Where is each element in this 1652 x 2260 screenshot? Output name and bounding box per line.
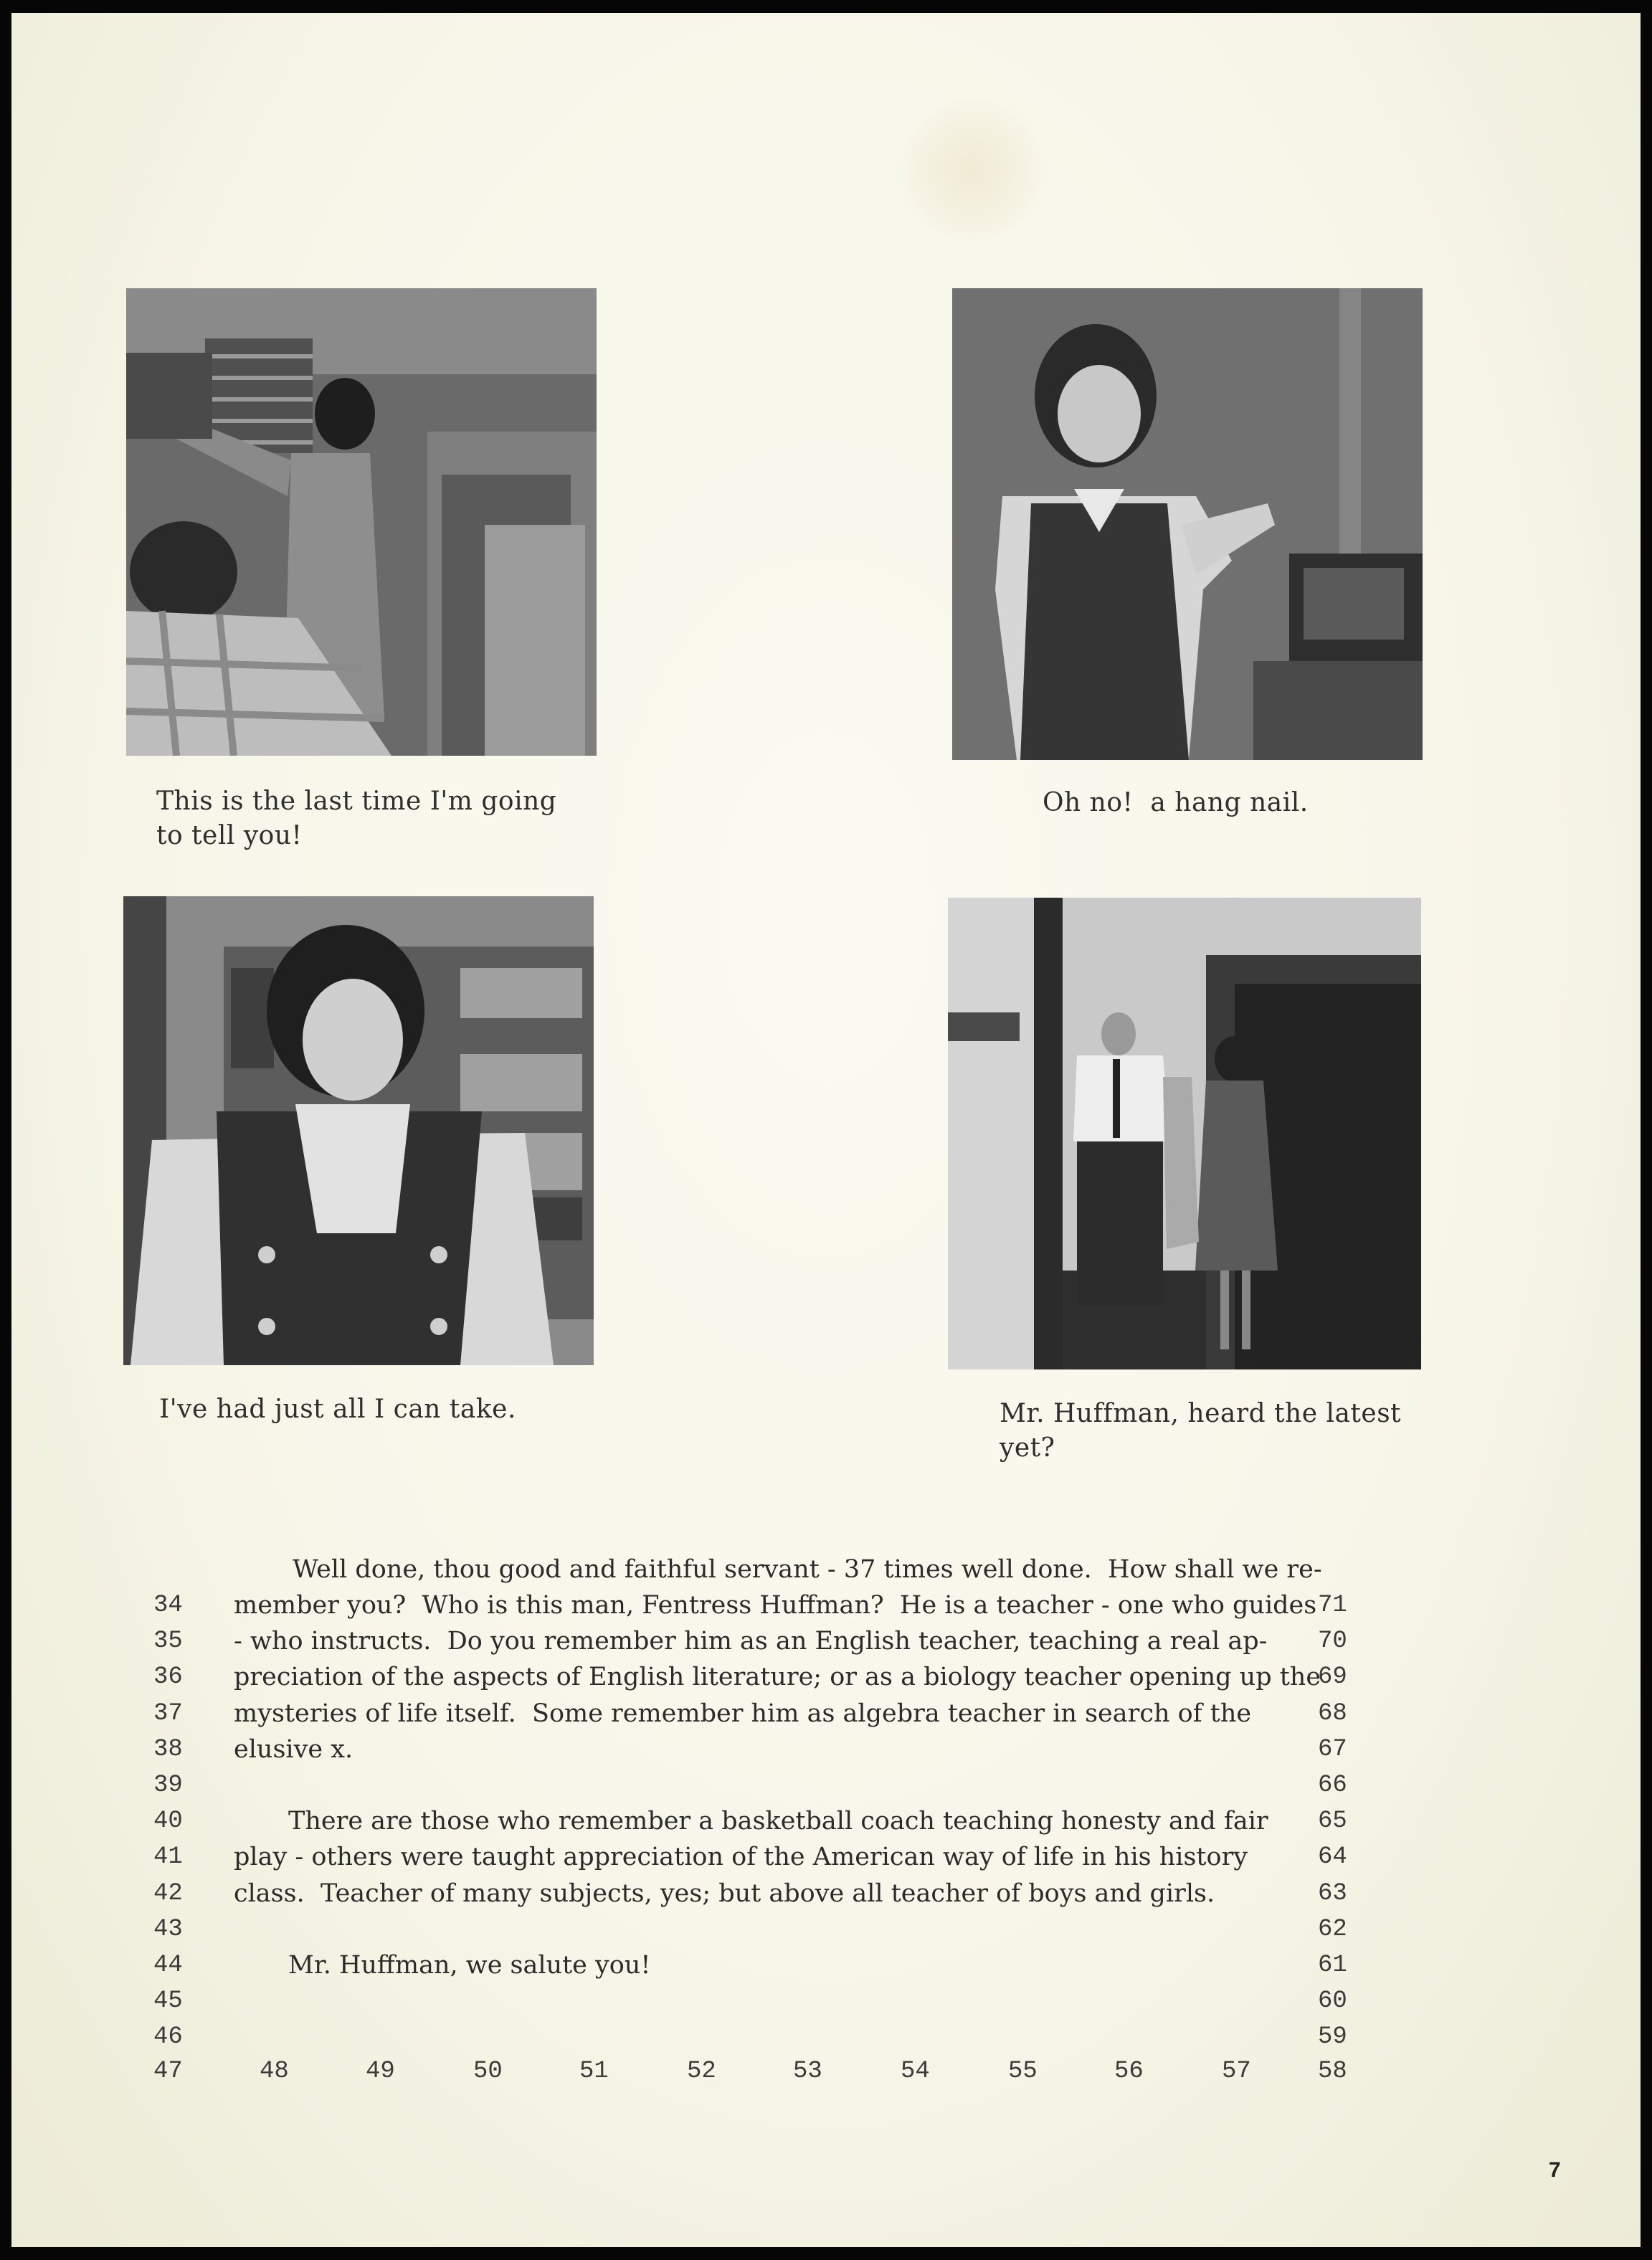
- bottom-line-number: 48: [260, 2058, 289, 2085]
- tribute-text-line: member you? Who is this man, Fentress Huffman? He is a teacher - one who guides: [234, 1591, 1317, 1620]
- bottom-line-number: 47: [153, 2058, 183, 2085]
- line-number-left: 41: [153, 1843, 183, 1871]
- line-number-right: 63: [1318, 1880, 1347, 1907]
- line-number-right: 62: [1318, 1916, 1347, 1943]
- line-number-left: 46: [153, 2023, 183, 2051]
- line-number-left: 42: [153, 1880, 183, 1907]
- line-number-right: 61: [1318, 1952, 1347, 1979]
- bottom-line-number: 55: [1008, 2058, 1038, 2085]
- tribute-text-block: [11, 13, 1641, 2247]
- tribute-text-line: There are those who remember a basketball coach teaching honesty and fair: [288, 1807, 1268, 1836]
- line-number-left: 36: [153, 1663, 183, 1691]
- line-number-left: 34: [153, 1592, 183, 1619]
- tribute-first-line: Well done, thou good and faithful servant - 37 times well done. How shall we re-: [293, 1555, 1322, 1584]
- tribute-text-line: - who instructs. Do you remember him as an English teacher, teaching a real ap-: [234, 1627, 1268, 1656]
- line-number-right: 70: [1318, 1628, 1347, 1655]
- tribute-text-line: play - others were taught appreciation of the American way of life in his history: [234, 1843, 1248, 1871]
- caption-line: I've had just all I can take.: [159, 1395, 516, 1424]
- line-number-left: 35: [153, 1628, 183, 1655]
- line-number-right: 69: [1318, 1663, 1347, 1691]
- tribute-text-line: preciation of the aspects of English literature; or as a biology teacher opening up the: [234, 1663, 1321, 1691]
- tribute-text-line: class. Teacher of many subjects, yes; but above all teacher of boys and girls.: [234, 1879, 1215, 1908]
- line-number-right: 60: [1318, 1988, 1347, 2015]
- line-number-left: 40: [153, 1808, 183, 1835]
- caption-line: yet?: [1000, 1433, 1055, 1463]
- bottom-line-number: 56: [1114, 2058, 1144, 2085]
- bottom-line-number: 50: [473, 2058, 503, 2085]
- line-number-right: 71: [1318, 1592, 1347, 1619]
- line-number-left: 37: [153, 1700, 183, 1727]
- tribute-text-line: elusive x.: [234, 1735, 353, 1764]
- line-number-left: 39: [153, 1772, 183, 1799]
- tribute-text-line: Mr. Huffman, we salute you!: [288, 1951, 651, 1980]
- line-number-right: 67: [1318, 1736, 1347, 1763]
- line-number-left: 43: [153, 1916, 183, 1943]
- caption-line: Oh no! a hang nail.: [1043, 788, 1309, 817]
- page-number: 7: [1549, 2158, 1561, 2182]
- line-number-right: 59: [1318, 2023, 1347, 2051]
- bottom-line-number: 51: [579, 2058, 609, 2085]
- yearbook-page: [11, 13, 1641, 2247]
- bottom-line-number: 49: [366, 2058, 395, 2085]
- bottom-line-number: 53: [793, 2058, 822, 2085]
- line-number-right: 65: [1318, 1808, 1347, 1835]
- bottom-line-number: 52: [687, 2058, 716, 2085]
- line-number-right: 64: [1318, 1843, 1347, 1871]
- caption-line: Mr. Huffman, heard the latest: [1000, 1399, 1402, 1428]
- line-number-left: 38: [153, 1736, 183, 1763]
- bottom-line-number: 54: [901, 2058, 930, 2085]
- line-number-right: 66: [1318, 1772, 1347, 1799]
- line-number-right: 68: [1318, 1700, 1347, 1727]
- tribute-text-line: mysteries of life itself. Some remember him as algebra teacher in search of the: [234, 1699, 1252, 1728]
- caption-line: to tell you!: [156, 821, 303, 850]
- bottom-line-number: 57: [1222, 2058, 1251, 2085]
- caption-line: This is the last time I'm going: [156, 787, 557, 816]
- line-number-left: 45: [153, 1988, 183, 2015]
- line-number-left: 44: [153, 1952, 183, 1979]
- bottom-line-number: 58: [1318, 2058, 1347, 2085]
